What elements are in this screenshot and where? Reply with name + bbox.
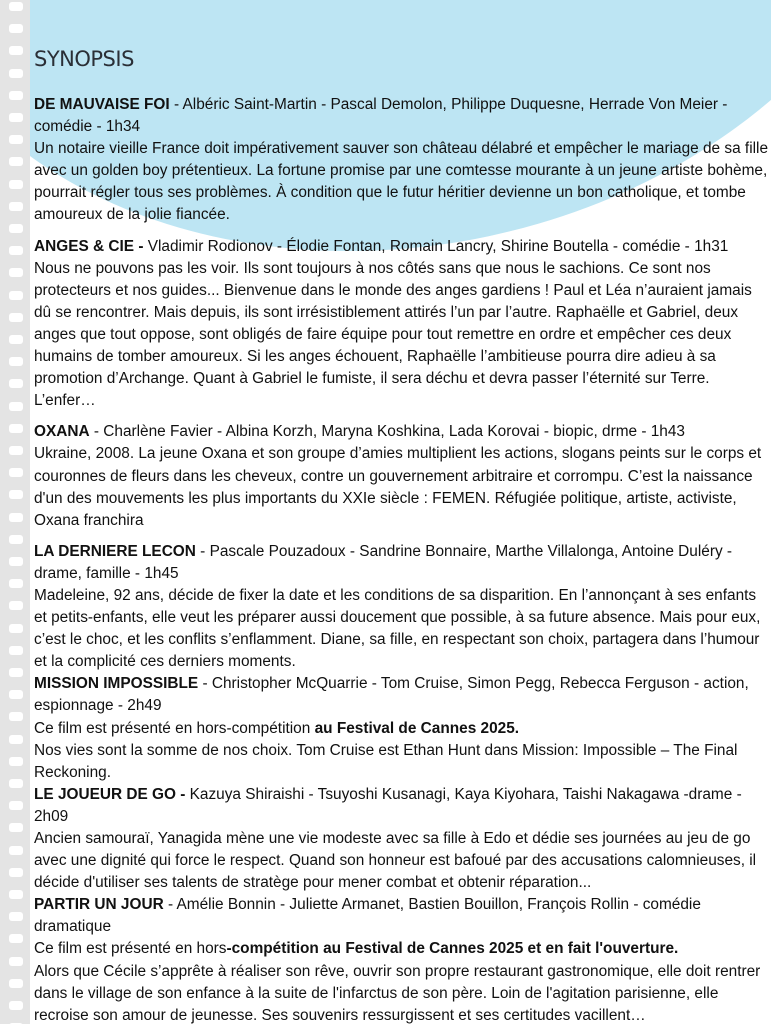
film-strip-border (0, 0, 30, 1024)
film-title: PARTIR UN JOUR (34, 896, 164, 914)
film-perforation (9, 801, 23, 810)
film-perforation (9, 779, 23, 788)
film-perforation (9, 823, 23, 832)
film-header (34, 541, 769, 585)
film-perforation (9, 490, 23, 499)
film-perforation (9, 668, 23, 677)
film-header (34, 894, 769, 938)
film-perforation (9, 557, 23, 566)
film-perforation (9, 91, 23, 100)
film-perforation (9, 535, 23, 544)
film-title: LE JOUEUR DE GO - (34, 785, 186, 803)
film-perforation (9, 402, 23, 411)
festival-note-text: Ce film est présenté en hors-compétition (34, 719, 315, 737)
film-perforation (9, 601, 23, 610)
film-perforation (9, 357, 23, 366)
film-perforation (9, 979, 23, 988)
film-header (34, 94, 769, 138)
film-perforation (9, 224, 23, 233)
film-synopsis: Nous ne pouvons pas les voir. Ils sont toujours à nos côtés sans que nous le sachions. Ce sont nos protecteurs et nos guides... Bienvenue dans le monde des anges gardiens ! Paul et Léa n’auraient jamais dû se rencontrer. Mais depuis, ils sont irrésistiblement attirés l’un par l’autre. Raphaëlle et Gabriel, deux anges que tout oppose, sont obligés de faire équipe pour tout remettre en ordre et empêcher ces deux humains de tomber amoureux. Si les anges échouent, Raphaëlle l’ambitieuse pourra dire adieu à sa promotion d’Archange. Quant à Gabriel le fumiste, il sera déchu et devra passer l’éternité sur Terre. L’enfer… (34, 259, 752, 410)
film-credits: - Amélie Bonnin - Juliette Armanet, Bastien Bouillon, François Rollin - comédie dramatique (34, 896, 701, 936)
festival-note (34, 718, 769, 740)
film-perforation (9, 335, 23, 344)
film-credits: - Pascale Pouzadoux - Sandrine Bonnaire, Marthe Villalonga, Antoine Duléry - drame, famille - 1h45 (34, 542, 733, 582)
film-perforation (9, 379, 23, 388)
film-perforation (9, 735, 23, 744)
film-perforation (9, 846, 23, 855)
film-perforation (9, 157, 23, 166)
film-title: DE MAUVAISE FOI (34, 96, 170, 113)
film-perforation (9, 24, 23, 33)
film-entry-le-joueur-de-go (34, 784, 769, 894)
film-perforation (9, 2, 23, 11)
film-perforation (9, 69, 23, 78)
film-perforation (9, 912, 23, 921)
film-perforation (9, 624, 23, 633)
film-title: LA DERNIERE LECON (34, 542, 196, 560)
film-list (34, 94, 769, 1027)
film-perforation (9, 313, 23, 322)
film-synopsis: Nos vies sont la somme de nos choix. Tom Cruise est Ethan Hunt dans Mission: Impossible – The Final Reckoning. (34, 741, 738, 781)
film-perforation (9, 202, 23, 211)
film-perforation (9, 513, 23, 522)
film-credits: Vladimir Rodionov - Élodie Fontan, Romain Lancry, Shirine Boutella - comédie - 1h31 (143, 237, 729, 255)
film-header (34, 784, 769, 828)
page-title: SYNOPSIS (34, 47, 134, 72)
festival-note-text: Ce film est présenté en hors (34, 940, 227, 958)
festival-note (34, 938, 769, 960)
festival-note-bold: au Festival de Cannes 2025. (314, 719, 520, 737)
film-perforation (9, 246, 23, 255)
film-perforation (9, 690, 23, 699)
film-credits: Kazuya Shiraishi - Tsuyoshi Kusanagi, Kaya Kiyohara, Taishi Nakagawa -drame - 2h09 (34, 785, 742, 825)
film-perforation (9, 934, 23, 943)
film-perforation (9, 646, 23, 655)
film-synopsis: Madeleine, 92 ans, décide de fixer la date et les conditions de sa disparition. En l’annonçant à ses enfants et petits-enfants, elle veut les préparer aussi doucement que possible, à sa future absence. Mais pour eux, c’est le choc, et les conflits s’enflamment. Diane, sa fille, en respectant son choix, partagera dans l’humour et la complicité ces derniers moments. (34, 586, 761, 671)
film-entry-de-mauvaise-foi (34, 94, 769, 227)
film-perforation (9, 135, 23, 144)
film-perforation (9, 1001, 23, 1010)
film-perforation (9, 291, 23, 300)
film-perforation (9, 424, 23, 433)
film-credits: - Charlène Favier - Albina Korzh, Maryna Koshkina, Lada Korovai - biopic, drme - 1h43 (89, 423, 685, 441)
film-perforation (9, 868, 23, 877)
film-entry-mission-impossible (34, 673, 769, 783)
film-synopsis: Alors que Cécile s’apprête à réaliser son rêve, ouvrir son propre restaurant gastronomique, elle doit rentrer dans le village de son enfance à la suite de l'infarctus de son père. Loin de l'agitation parisienne, elle recroise son amour de jeunesse. Ses souvenirs ressurgissent et ses certitudes vacillent… (34, 962, 761, 1024)
film-perforation (9, 890, 23, 899)
film-credits: - Christopher McQuarrie - Tom Cruise, Simon Pegg, Rebecca Ferguson - action, espionnage - 2h49 (34, 675, 749, 715)
film-entry-oxana (34, 421, 769, 531)
film-synopsis: Ukraine, 2008. La jeune Oxana et son groupe d’amies multiplient les actions, slogans peints sur le corps et couronnes de fleurs dans les cheveux, contre un gouvernement arbitraire et corrompu. C’est la naissance d'un des mouvements les plus importants du XXIe siècle : FEMEN. Réfugiée politique, artiste, activiste, Oxana franchira (34, 445, 762, 529)
film-perforation (9, 113, 23, 122)
film-perforation (9, 1023, 23, 1032)
film-perforation (9, 468, 23, 477)
film-header (34, 421, 769, 443)
film-synopsis: Ancien samouraï, Yanagida mène une vie modeste avec sa fille à Edo et dédie ses journées au jeu de go avec une dignité qui force le respect. Quand son honneur est bafoué par des accusations calomnieuses, il décide d'utiliser ses talents de stratège pour mener combat et obtenir réparation... (34, 830, 757, 892)
film-entry-anges-et-cie (34, 236, 769, 413)
film-perforation (9, 579, 23, 588)
film-title: MISSION IMPOSSIBLE (34, 675, 199, 693)
film-perforation (9, 446, 23, 455)
film-perforation (9, 268, 23, 277)
film-credits: - Albéric Saint-Martin - Pascal Demolon, Philippe Duquesne, Herrade Von Meier - comédie - 1h34 (34, 96, 728, 136)
film-header (34, 236, 769, 258)
film-title: ANGES & CIE - (34, 237, 144, 255)
film-perforation (9, 757, 23, 766)
film-perforation (9, 957, 23, 966)
film-synopsis: Un notaire vieille France doit impérativement sauver son château délabré et empêcher le mariage de sa fille avec un golden boy prétentieux. La fortune promise par une comtesse mourante à un jeune artiste bohème, pourrait régler tous ses problèmes. À condition que le futur héritier devienne un bon catholique, et tombe amoureux de la jolie fiancée. (34, 140, 769, 224)
film-perforation (9, 180, 23, 189)
festival-note-bold: -compétition au Festival de Cannes 2025 et en fait l'ouverture. (226, 940, 679, 958)
film-entry-la-derniere-lecon (34, 541, 769, 674)
film-perforation (9, 712, 23, 721)
film-title: OXANA (34, 423, 90, 441)
film-entry-partir-un-jour (34, 894, 769, 1027)
film-header (34, 673, 769, 717)
film-perforation (9, 46, 23, 55)
